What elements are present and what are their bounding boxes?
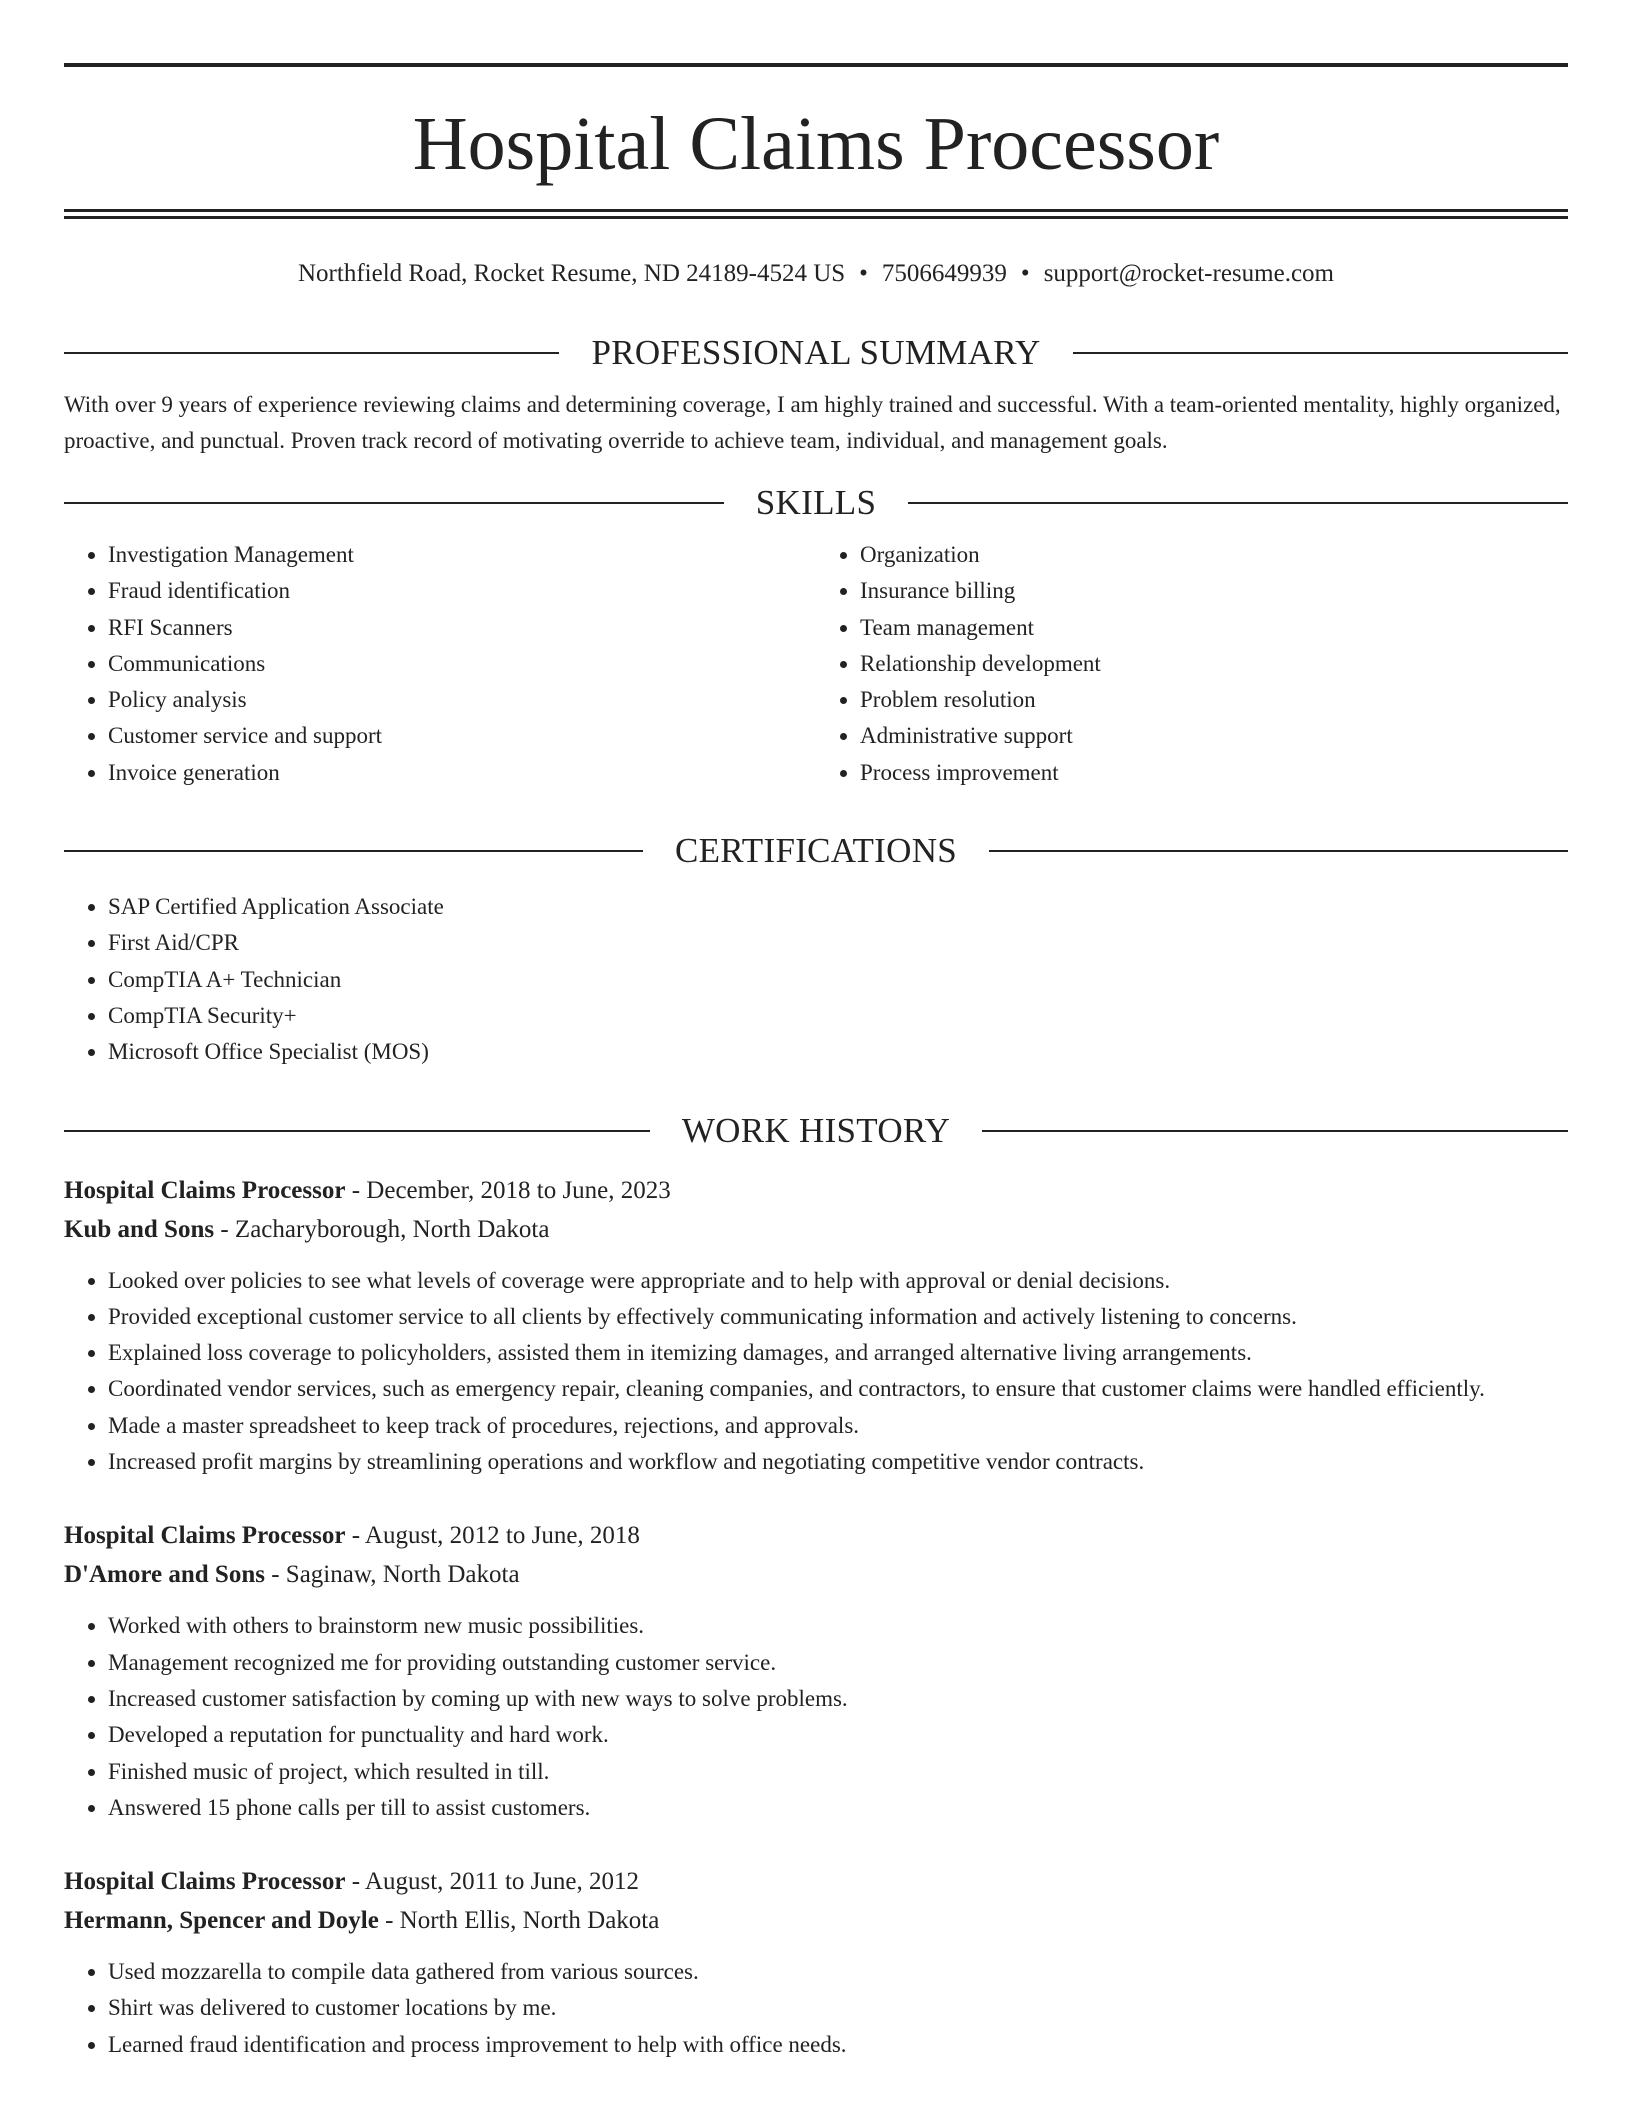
job-bullet: • Used mozzarella to compile data gathered from various sources. [108,1954,1568,1990]
job-dates: - December, 2018 to June, 2023 [351,1176,671,1204]
job-bullets [64,1954,1568,2063]
contact-phone: 7506649939 [881,260,1007,287]
skill-item: • Communications [108,646,816,682]
job-entry [64,1862,1568,2063]
job-bullet: • Provided exceptional customer service to all clients by effectively communicating information and actively listening to concerns. [108,1299,1568,1335]
section-title: PROFESSIONAL SUMMARY [591,333,1041,372]
skill-item: • Problem resolution [860,682,1568,718]
skill-item: • RFI Scanners [108,610,816,646]
certification-item: • CompTIA Security+ [108,998,1568,1034]
job-company-line [64,1901,1568,1940]
job-bullet: • Worked with others to brainstorm new music possibilities. [108,1608,1568,1644]
contact-address: Northfield Road, Rocket Resume, ND 24189-4524 US [298,260,846,287]
resume-page [64,0,1568,2063]
skill-item: • Administrative support [860,718,1568,754]
section-heading-summary [64,331,1568,375]
job-bullet: • Learned fraud identification and process improvement to help with office needs. [108,2027,1568,2063]
skill-item: • Organization [860,537,1568,573]
heading-rule [64,502,724,504]
skill-item: • Team management [860,610,1568,646]
job-location: - Saginaw, North Dakota [271,1561,520,1589]
section-heading-certifications [64,829,1568,873]
job-title-line [64,1516,1568,1555]
job-bullets [64,1263,1568,1481]
top-rule [64,63,1568,67]
section-heading-work-history [64,1109,1568,1153]
job-entry [64,1171,1568,1481]
heading-rule [989,850,1568,852]
certification-item: • SAP Certified Application Associate [108,889,1568,925]
job-location: - North Ellis, North Dakota [385,1907,660,1935]
job-bullet: • Developed a reputation for punctuality and hard work. [108,1717,1568,1753]
job-bullet: • Looked over policies to see what levels of coverage were appropriate and to help with approval or denial decisions. [108,1263,1568,1299]
section-title: SKILLS [755,483,877,522]
summary-text: With over 9 years of experience reviewing claims and determining coverage, I am highly trained and successful. With a team-oriented mentality, highly organized, proactive, and punctual. Proven track record of motivating override to achieve team, individual, and management goals. [64,392,1561,453]
job-bullet: • Shirt was delivered to customer locations by me. [108,1990,1568,2026]
contact-separator: • [859,260,868,287]
job-company-line [64,1210,1568,1249]
job-bullet: • Answered 15 phone calls per till to assist customers. [108,1790,1568,1826]
section-title: WORK HISTORY [681,1110,951,1150]
job-bullet: • Finished music of project, which resulted in till. [108,1754,1568,1790]
job-bullet: • Explained loss coverage to policyholders, assisted them in itemizing damages, and arranged alternative living arrangements. [108,1335,1568,1371]
skill-item: • Process improvement [860,755,1568,791]
certification-item: • CompTIA A+ Technician [108,962,1568,998]
heading-rule [982,1130,1568,1132]
job-bullet: • Increased profit margins by streamlining operations and workflow and negotiating competitive vendor contracts. [108,1444,1568,1480]
heading-rule [908,502,1568,504]
job-title-line [64,1171,1568,1210]
contact-line [64,255,1568,293]
job-dates: - August, 2011 to June, 2012 [351,1868,639,1896]
skill-item: • Policy analysis [108,682,816,718]
skill-item: • Investigation Management [108,537,816,573]
job-entry [64,1516,1568,1826]
skill-item: • Fraud identification [108,573,816,609]
section-title: CERTIFICATIONS [674,831,958,871]
job-company: Hermann, Spencer and Doyle [64,1907,379,1935]
job-bullets [64,1608,1568,1826]
contact-separator: • [1020,260,1030,287]
heading-rule [64,1130,650,1132]
certification-item: • First Aid/CPR [108,925,1568,961]
job-bullet: • Increased customer satisfaction by coming up with new ways to solve problems. [108,1681,1568,1717]
job-title-line [64,1862,1568,1901]
skill-item: • Relationship development [860,646,1568,682]
skill-item: • Insurance billing [860,573,1568,609]
job-bullet: • Coordinated vendor services, such as emergency repair, cleaning companies, and contractors, to ensure that customer claims were handled efficiently. [108,1371,1568,1407]
job-company-line [64,1555,1568,1594]
job-title: Hospital Claims Processor [64,1522,346,1550]
skill-item: • Invoice generation [108,755,816,791]
contact-email: support@rocket-resume.com [1043,260,1334,287]
skills-list-right [816,537,1568,791]
certifications-list [64,889,1568,1070]
skill-item: • Customer service and support [108,718,816,754]
skills-list-left [64,537,816,791]
skills-columns [64,537,1568,791]
job-location: - Zacharyborough, North Dakota [220,1215,550,1243]
job-company: Kub and Sons [64,1215,215,1243]
heading-rule [1073,352,1568,354]
job-dates: - August, 2012 to June, 2018 [351,1522,640,1550]
job-title: Hospital Claims Processor [64,1176,346,1204]
resume-title: Hospital Claims Processor [412,102,1220,186]
title-double-rule [64,209,1568,219]
section-heading-skills [64,481,1568,525]
certification-item: • Microsoft Office Specialist (MOS) [108,1034,1568,1070]
job-bullet: • Made a master spreadsheet to keep track of procedures, rejections, and approvals. [108,1408,1568,1444]
job-title: Hospital Claims Processor [64,1868,346,1896]
heading-rule [64,850,643,852]
heading-rule [64,352,559,354]
job-company: D'Amore and Sons [64,1561,265,1589]
job-bullet: • Management recognized me for providing outstanding customer service. [108,1645,1568,1681]
